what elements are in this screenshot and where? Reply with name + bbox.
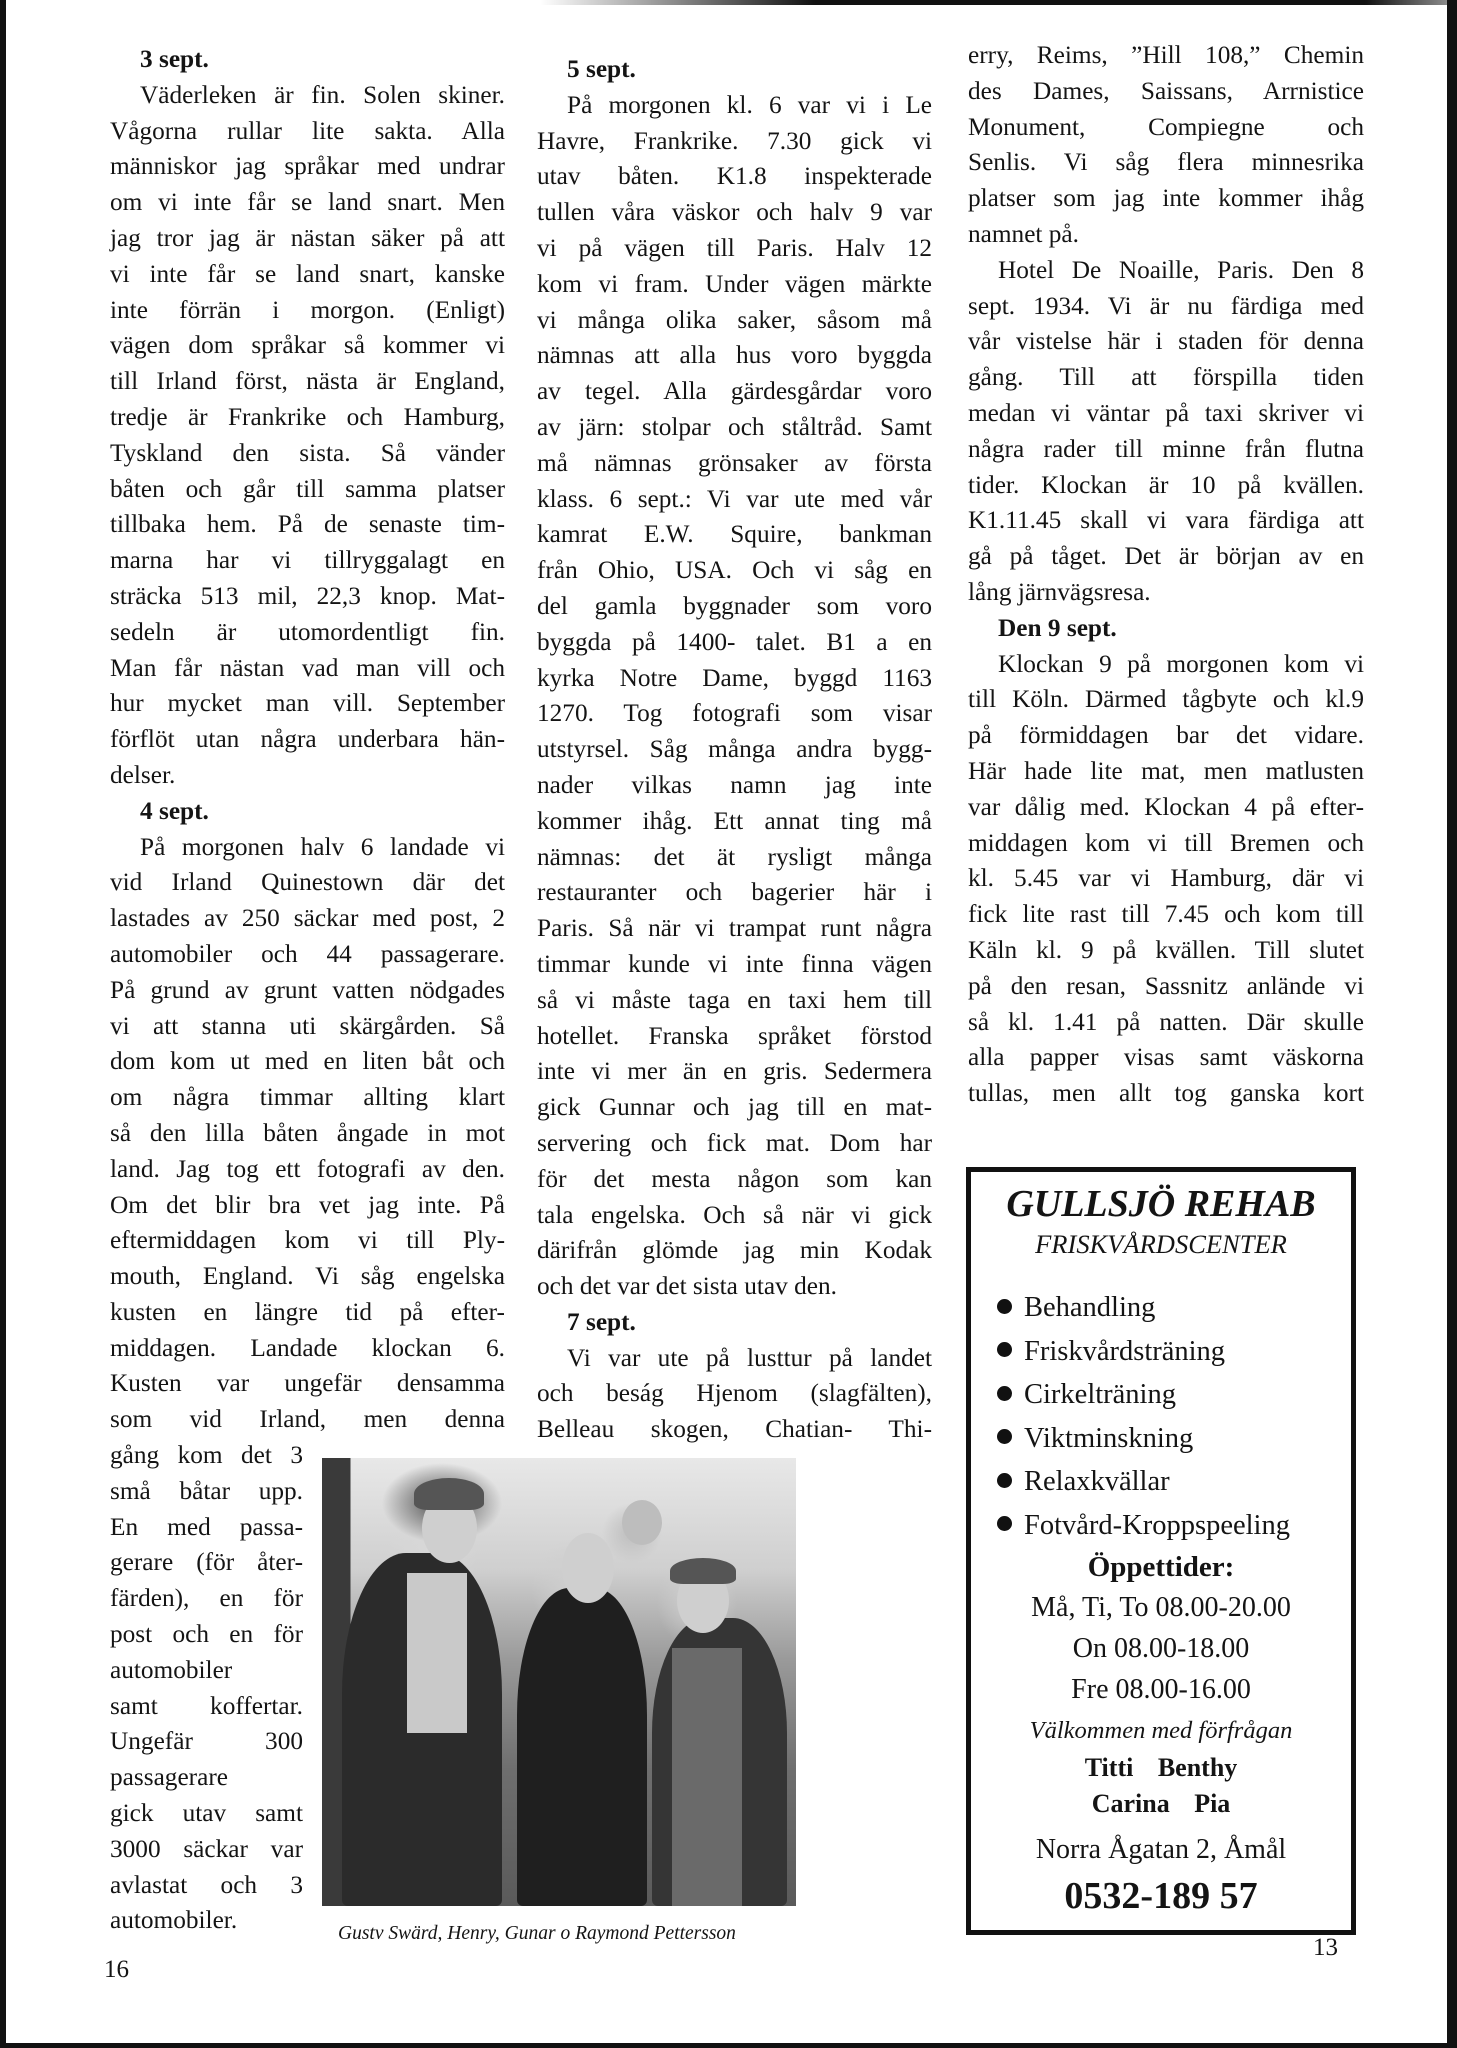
service-item: Behandling xyxy=(997,1286,1351,1330)
bullet-icon xyxy=(997,1342,1012,1357)
text-line: gå på tåget. Det är början av en xyxy=(968,542,1364,571)
paragraph xyxy=(968,647,1364,1112)
text-line: Havre, Frankrike. 7.30 gick vi xyxy=(537,126,932,155)
text-line: på den resan, Sassnitz anlände vi xyxy=(968,971,1364,1000)
advertisement-box xyxy=(966,1167,1356,1935)
text-line: medan vi väntar på taxi skriver vi xyxy=(968,398,1364,427)
text-line: gång. Till att förspilla tiden xyxy=(968,363,1364,392)
text-line: några rader till minne från flutna xyxy=(968,434,1364,463)
text-line: nader vilkas namn jag inte xyxy=(537,770,932,799)
text-line: timmar kunde vi inte finna vägen xyxy=(537,949,932,978)
text-line: färden), en för xyxy=(110,1584,303,1613)
paragraph xyxy=(968,253,1364,611)
text-line: Belleau skogen, Chatian- Thi- xyxy=(537,1415,932,1444)
text-line: tullen våra väskor och halv 9 var xyxy=(537,198,932,227)
bullet-icon xyxy=(997,1473,1012,1488)
text-line: av järn: stolpar och ståltråd. Samt xyxy=(537,412,932,441)
text-line: passagerare xyxy=(110,1763,228,1792)
text-line: inte vi mer än en gris. Sedermera xyxy=(537,1057,932,1086)
text-line: platser som jag inte kommer ihåg xyxy=(968,184,1364,213)
text-line: marna har vi tillryggalagt en xyxy=(110,546,505,575)
figure-cap xyxy=(414,1478,484,1510)
text-line: 1270. Tog fotografi som visar xyxy=(537,699,932,728)
text-line: gick utav samt xyxy=(110,1799,303,1828)
text-line: des Dames, Saissans, Arrnistice xyxy=(968,76,1364,105)
text-line: dom kom ut med en liten båt och xyxy=(110,1047,505,1076)
text-line: vi många olika saker, såsom må xyxy=(537,305,932,334)
text-line: för det mesta någon som kan xyxy=(537,1164,932,1193)
text-line: sept. 1934. Vi är nu färdiga med xyxy=(968,291,1364,320)
paragraph xyxy=(537,1341,932,1448)
text-line: så vi måste taga en taxi hem till xyxy=(537,985,932,1014)
text-line: restauranter och bagerier här i xyxy=(537,878,932,907)
text-line: Kusten var ungefär densamma xyxy=(110,1369,505,1398)
text-line: På morgonen kl. 6 var vi i Le xyxy=(567,90,932,119)
ad-title: GULLSJÖ REHAB xyxy=(1006,1183,1316,1225)
text-line: Här hade lite mat, men matlusten xyxy=(968,756,1364,785)
text-line: vår vistelse här i staden för denna xyxy=(968,327,1364,356)
services-list xyxy=(997,1286,1351,1547)
text-line: gång kom det 3 xyxy=(110,1441,303,1470)
text-line: eftermiddagen kom vi till Ply- xyxy=(110,1226,505,1255)
text-line: hotellet. Franska språket förstod xyxy=(537,1021,932,1050)
text-line: var dålig med. Klockan 4 på efter- xyxy=(968,792,1364,821)
text-line: erry, Reims, ”Hill 108,” Chemin xyxy=(968,41,1364,69)
page-edge-left xyxy=(0,0,6,2048)
text-line: servering och fick mat. Dom har xyxy=(537,1128,932,1157)
text-line: vi på vägen till Paris. Halv 12 xyxy=(537,233,932,262)
text-line: gerare (för åter- xyxy=(110,1548,303,1577)
text-line: alla papper visas samt väskorna xyxy=(968,1043,1364,1072)
text-line: nämnas: det ät rysligt många xyxy=(537,842,932,871)
text-line: sedeln är utomordentligt fin. xyxy=(110,617,505,646)
text-line: Vi var ute på lusttur på landet xyxy=(567,1343,932,1372)
text-line: Hotel De Noaille, Paris. Den 8 xyxy=(998,255,1364,284)
text-line: På morgonen halv 6 landade vi xyxy=(140,832,505,861)
text-line: från Ohio, USA. Och vi såg en xyxy=(537,556,932,585)
text-line: så den lilla båten ångade in mot xyxy=(110,1118,505,1147)
text-line: kyrka Notre Dame, byggd 1163 xyxy=(537,663,932,692)
text-column-3 xyxy=(968,38,1364,1112)
text-line: förflöt utan några underbara hän- xyxy=(110,725,505,754)
text-line: Väderleken är fin. Solen skiner. xyxy=(140,80,505,109)
text-line: inte förrän i morgon. (Enligt) xyxy=(110,295,505,324)
staff-names: Carina Pia xyxy=(1091,1789,1231,1818)
text-line: Paris. Så när vi trampat runt några xyxy=(537,914,932,943)
text-line: Klockan 9 på morgonen kom vi xyxy=(998,649,1364,678)
photo-caption: Gustv Swärd, Henry, Gunar o Raymond Pettersson xyxy=(338,1923,736,1944)
hours-line: Fre 08.00-16.00 xyxy=(1071,1674,1251,1705)
page-edge-top xyxy=(540,0,1457,5)
text-line: mouth, England. Vi såg engelska xyxy=(110,1262,505,1291)
page-edge-right xyxy=(1447,0,1457,2048)
text-line: utstyrsel. Såg många andra bygg- xyxy=(537,735,932,764)
text-line: små båtar upp. xyxy=(110,1476,303,1505)
text-line: avlastat och 3 xyxy=(110,1870,303,1899)
text-line: och det var det sista utav den. xyxy=(537,1272,837,1301)
text-line: lång järnvägsresa. xyxy=(968,577,1151,606)
bullet-icon xyxy=(997,1386,1012,1401)
text-line: automobiler och 44 passagerare. xyxy=(110,939,505,968)
text-line: namnet på. xyxy=(968,219,1079,248)
text-line: tullas, men allt tog ganska kort xyxy=(968,1079,1364,1108)
text-line: gick Gunnar och jag till en mat- xyxy=(537,1093,932,1122)
bullet-icon xyxy=(997,1429,1012,1444)
text-line: kom vi fram. Under vägen märkte xyxy=(537,269,932,298)
text-column-2 xyxy=(537,52,932,1448)
text-line: tider. Klockan är 10 på kvällen. xyxy=(968,470,1364,499)
text-line: hur mycket man vill. September xyxy=(110,689,505,718)
phone-number: 0532-189 57 xyxy=(1064,1875,1258,1917)
paragraph xyxy=(110,830,505,1439)
text-line: tillbaka hem. På de senaste tim- xyxy=(110,510,505,539)
hours-heading: Öppettider: xyxy=(1087,1551,1235,1583)
page-number-right: 13 xyxy=(1313,1934,1338,1961)
service-item: Relaxkvällar xyxy=(997,1460,1351,1504)
address: Norra Ågatan 2, Åmål xyxy=(1035,1834,1287,1865)
text-line: del gamla byggnader som voro xyxy=(537,591,932,620)
text-line: middagen kom vi till Bremen och xyxy=(968,828,1364,857)
text-line: som vid Irland, men denna xyxy=(110,1405,505,1434)
text-line: så kl. 1.41 på natten. Där skulle xyxy=(968,1007,1364,1036)
text-line: nämnas att alla hus voro byggda xyxy=(537,341,932,370)
text-line: sträcka 513 mil, 22,3 knop. Mat- xyxy=(110,581,505,610)
ad-subtitle: FRISKVÅRDSCENTER xyxy=(1035,1229,1287,1259)
text-line: vi inte får se land snart, kanske xyxy=(110,259,505,288)
service-item: Viktminskning xyxy=(997,1417,1351,1461)
entry-heading: 4 sept. xyxy=(140,796,209,825)
text-line: post och en för xyxy=(110,1620,303,1649)
text-line: land. Jag tog ett fotografi av den. xyxy=(110,1154,505,1183)
text-line: Monument, Compiegne och xyxy=(968,112,1364,141)
figure-middle-man xyxy=(517,1588,647,1906)
paragraph xyxy=(968,38,1364,253)
text-line: samt koffertar. xyxy=(110,1691,303,1720)
text-line: kl. 5.45 var vi Hamburg, där vi xyxy=(968,864,1364,893)
text-line: kommer ihåg. Ett annat ting må xyxy=(537,806,932,835)
text-line: och beság Hjenom (slagfälten), xyxy=(537,1379,932,1408)
text-line: fick lite rast till 7.45 och kom till xyxy=(968,900,1364,929)
text-line: Senlis. Vi såg flera minnesrika xyxy=(968,148,1364,177)
text-line: En med passa- xyxy=(110,1512,303,1541)
text-line: Ungefär 300 xyxy=(110,1727,303,1756)
text-line: om vi inte får se land snart. Men xyxy=(110,188,505,217)
text-line: om några timmar allting klart xyxy=(110,1083,505,1112)
text-line: till Irland först, nästa är England, xyxy=(110,367,505,396)
paragraph-narrow xyxy=(110,1438,303,1939)
text-line: kusten en längre tid på efter- xyxy=(110,1297,505,1326)
bullet-icon xyxy=(997,1299,1012,1314)
text-line: till Köln. Därmed tågbyte och kl.9 xyxy=(968,685,1364,714)
text-line: lastades av 250 säckar med post, 2 xyxy=(110,904,505,933)
text-line: Käln kl. 9 på kvällen. Till slutet xyxy=(968,935,1364,964)
text-line: utav båten. K1.8 inspekterade xyxy=(537,162,932,191)
text-line: klass. 6 sept.: Vi var ute med vår xyxy=(537,484,932,513)
entry-heading: 3 sept. xyxy=(140,45,209,73)
page-edge-bottom xyxy=(0,2043,1457,2048)
text-line: byggda på 1400- talet. B1 a en xyxy=(537,627,932,656)
paragraph xyxy=(110,78,505,794)
text-line: tala engelska. Och så när vi gick xyxy=(537,1200,932,1229)
staff-names: Titti Benthy xyxy=(1084,1753,1238,1782)
text-line: därifrån glömde jag min Kodak xyxy=(537,1236,932,1265)
text-line: kamrat E.W. Squire, bankman xyxy=(537,520,932,549)
text-line: På grund av grunt vatten nödgades xyxy=(110,975,505,1004)
entry-heading: 5 sept. xyxy=(567,55,636,83)
paragraph xyxy=(537,88,932,1305)
text-line: jag tror jag är nästan säker på att xyxy=(110,223,505,252)
hours-line: On 08.00-18.00 xyxy=(1072,1633,1250,1664)
text-line: Vågorna rullar lite sakta. Alla xyxy=(110,116,505,145)
text-line: 3000 säckar var xyxy=(110,1834,303,1863)
text-line: må nämnas grönsaker av första xyxy=(537,448,932,477)
text-line: båten och går till samma platser xyxy=(110,474,505,503)
figure-shirt xyxy=(407,1573,467,1733)
text-line: människor jag språkar med undrar xyxy=(110,152,505,181)
text-line: delser. xyxy=(110,760,176,789)
text-line: Man får nästan vad man vill och xyxy=(110,653,505,682)
text-line: middagen. Landade klockan 6. xyxy=(110,1333,505,1362)
text-line: vid Irland Quinestown där det xyxy=(110,868,505,897)
figure-head xyxy=(562,1533,614,1603)
text-line: Tyskland den sista. Så vänder xyxy=(110,438,505,467)
text-line: automobiler xyxy=(110,1655,233,1684)
text-line: tredje är Frankrike och Hamburg, xyxy=(110,402,505,431)
group-photo xyxy=(322,1458,796,1906)
figure-overalls xyxy=(672,1648,742,1906)
text-line: på förmiddagen bar det vidare. xyxy=(968,721,1364,750)
hours-line: Må, Ti, To 08.00-20.00 xyxy=(1031,1592,1291,1623)
service-item: Friskvårdsträning xyxy=(997,1330,1351,1374)
service-item: Fotvård-Kroppspeeling xyxy=(997,1504,1351,1548)
page-number-left: 16 xyxy=(104,1956,129,1983)
text-line: Om det blir bra vet jag inte. På xyxy=(110,1190,505,1219)
bullet-icon xyxy=(997,1516,1012,1531)
entry-heading: 7 sept. xyxy=(567,1307,636,1336)
text-line: vi att stanna uti skärgården. Så xyxy=(110,1011,505,1040)
text-line: automobiler. xyxy=(110,1906,238,1935)
figure-child-head xyxy=(622,1500,662,1545)
text-line: K1.11.45 skall vi vara färdiga att xyxy=(968,506,1364,535)
text-line: av tegel. Alla gärdesgårdar voro xyxy=(537,377,932,406)
entry-heading: Den 9 sept. xyxy=(998,613,1117,642)
welcome-text: Välkommen med förfrågan xyxy=(1029,1717,1293,1744)
figure-cap xyxy=(670,1558,736,1584)
text-line: vägen dom språkar så kommer vi xyxy=(110,331,505,360)
service-item: Cirkelträning xyxy=(997,1373,1351,1417)
